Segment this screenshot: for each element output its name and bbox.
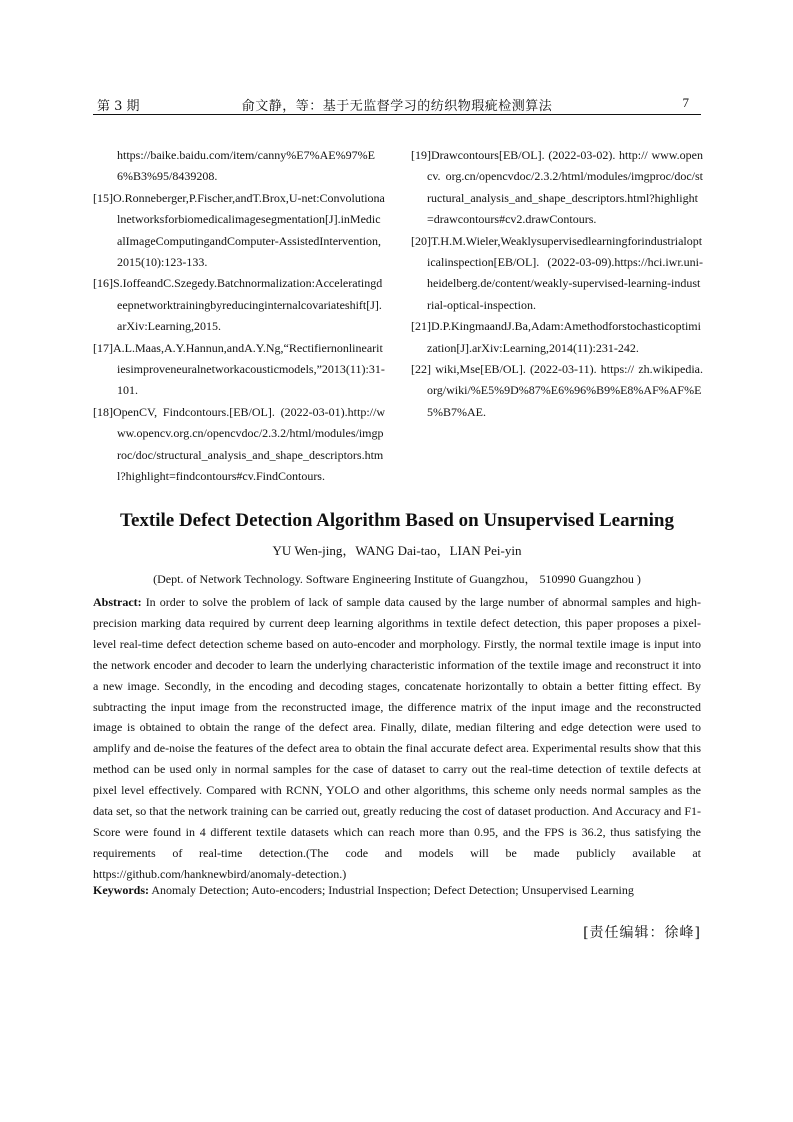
abstract-label: Abstract: <box>93 595 142 609</box>
reference-item: [20]T.H.M.Wieler,Weaklysupervisedlearningforindustrialopticalinspection[EB/OL]. (2022-03-09).https://hci.iwr.uni-heidelberg.de/content/weakly-supervised-learning-industrial-optical-inspection. <box>411 233 703 312</box>
references-right-column <box>411 145 703 423</box>
running-header <box>93 93 701 115</box>
reference-item: [15]O.Ronneberger,P.Fischer,andT.Brox,U-net:Convolutionalnetworksforbiomedicalimagesegmentation[J].inMedicalImageComputingandComputer-AssistedIntervention,2015(10):123-133. <box>93 190 385 270</box>
reference-item: [21]D.P.KingmaandJ.Ba,Adam:Amethodforstochasticoptimization[J].arXiv:Learning,2014(11):231-242. <box>411 319 701 355</box>
reference-item: [22] wiki,Mse[EB/OL]. (2022-03-11). https:// zh.wikipedia.org/wiki/%E5%9D%87%E6%96%B9%E8%AF%AF%E5%B7%AE. <box>411 362 703 419</box>
reference-item: https://baike.baidu.com/item/canny%E7%AE%97%E6%B3%95/8439208. <box>117 148 375 184</box>
page-number: 7 <box>682 95 689 110</box>
english-keywords <box>93 883 701 898</box>
english-authors: YU Wen-jing，WANG Dai-tao，LIAN Pei-yin <box>272 543 522 558</box>
keywords-text: Anomaly Detection; Auto-encoders; Industrial Inspection; Defect Detection; Unsupervised Learning <box>151 883 634 897</box>
reference-item: [16]S.IoffeandC.Szegedy.Batchnormalization:Acceleratingdeepnetworktrainingbyreducinginternalcovariateshift[J].arXiv:Learning,2015. <box>93 276 383 334</box>
english-affiliation: (Dept. of Network Technology. Software Engineering Institute of Guangzhou， 510990 Guangzhou ) <box>153 572 641 586</box>
reference-item: [17]A.L.Maas,A.Y.Hannun,andA.Y.Ng,“Rectifiernonlinearitiesimproveneuralnetworkacousticmodels,”2013(11):31-101. <box>93 340 385 398</box>
references-left-column <box>93 145 385 488</box>
responsible-editor: [责任编辑：徐峰] <box>583 925 701 941</box>
issue-number: 第 3 期 <box>97 99 140 114</box>
reference-item: [18]OpenCV, Findcontours.[EB/OL]. (2022-03-01).http://www.opencv.org.cn/opencvdoc/2.3.2/html/modules/imgproc/doc/structural_analysis_and_shape_descriptors.html?highlight=findcontours#cv.FindContours. <box>93 404 385 484</box>
english-abstract <box>93 592 701 885</box>
keywords-label: Keywords: <box>93 883 149 897</box>
header-rule <box>93 114 701 115</box>
abstract-text: In order to solve the problem of lack of sample data caused by the large number of abnormal samples and high-precision marking data required by current deep learning algorithms in textile defect detection, this paper proposes a pixel-level real-time defect detection scheme based on auto-encoder and morphology. Firstly, the normal textile image is input into the network encoder and decoder to learn the underlying characteristic information of the textile image and reconstruct it into a new image. Secondly, in the encoding and decoding stages, concatenate horizontally to obtain a better fitting effect. By subtracting the input image from the reconstructed image, the difference matrix of the input image and the reconstructed image is obtained to obtain the range of the defect area. Finally, dilate, median filtering and edge detection were used to amplify and de-noise the features of the defect area to obtain the final accurate defect area. Experimental results show that this method can be used only in normal samples for the case of dataset to carry out the real-time detection of textile defects at pixel level effectively. Compared with RCNN, YOLO and other algorithms, this scheme only needs normal samples as the data set, so that the network training can be carried out, greatly reducing the cost of dataset production. And Accuracy and F1- Score were found in 4 different textile datasets which can reach more than 0.95, and the FPS is 36.2, thus satisfying the requirements of real-time detection.(The code and models will be made publicly available at https://github.com/hanknewbird/anomaly-detection.) <box>93 595 702 881</box>
running-title: 俞文静，等：基于无监督学习的纺织物瑕疵检测算法 <box>241 99 553 114</box>
reference-item: [19]Drawcontours[EB/OL]. (2022-03-02). http:// www.opencv. org.cn/opencvdoc/2.3.2/html/modules/imgproc/doc/structural_analysis_and_shape_descriptors.html?highlight=drawcontours#cv2.drawContours. <box>411 148 703 227</box>
english-title: Textile Defect Detection Algorithm Based on Unsupervised Learning <box>120 510 674 531</box>
